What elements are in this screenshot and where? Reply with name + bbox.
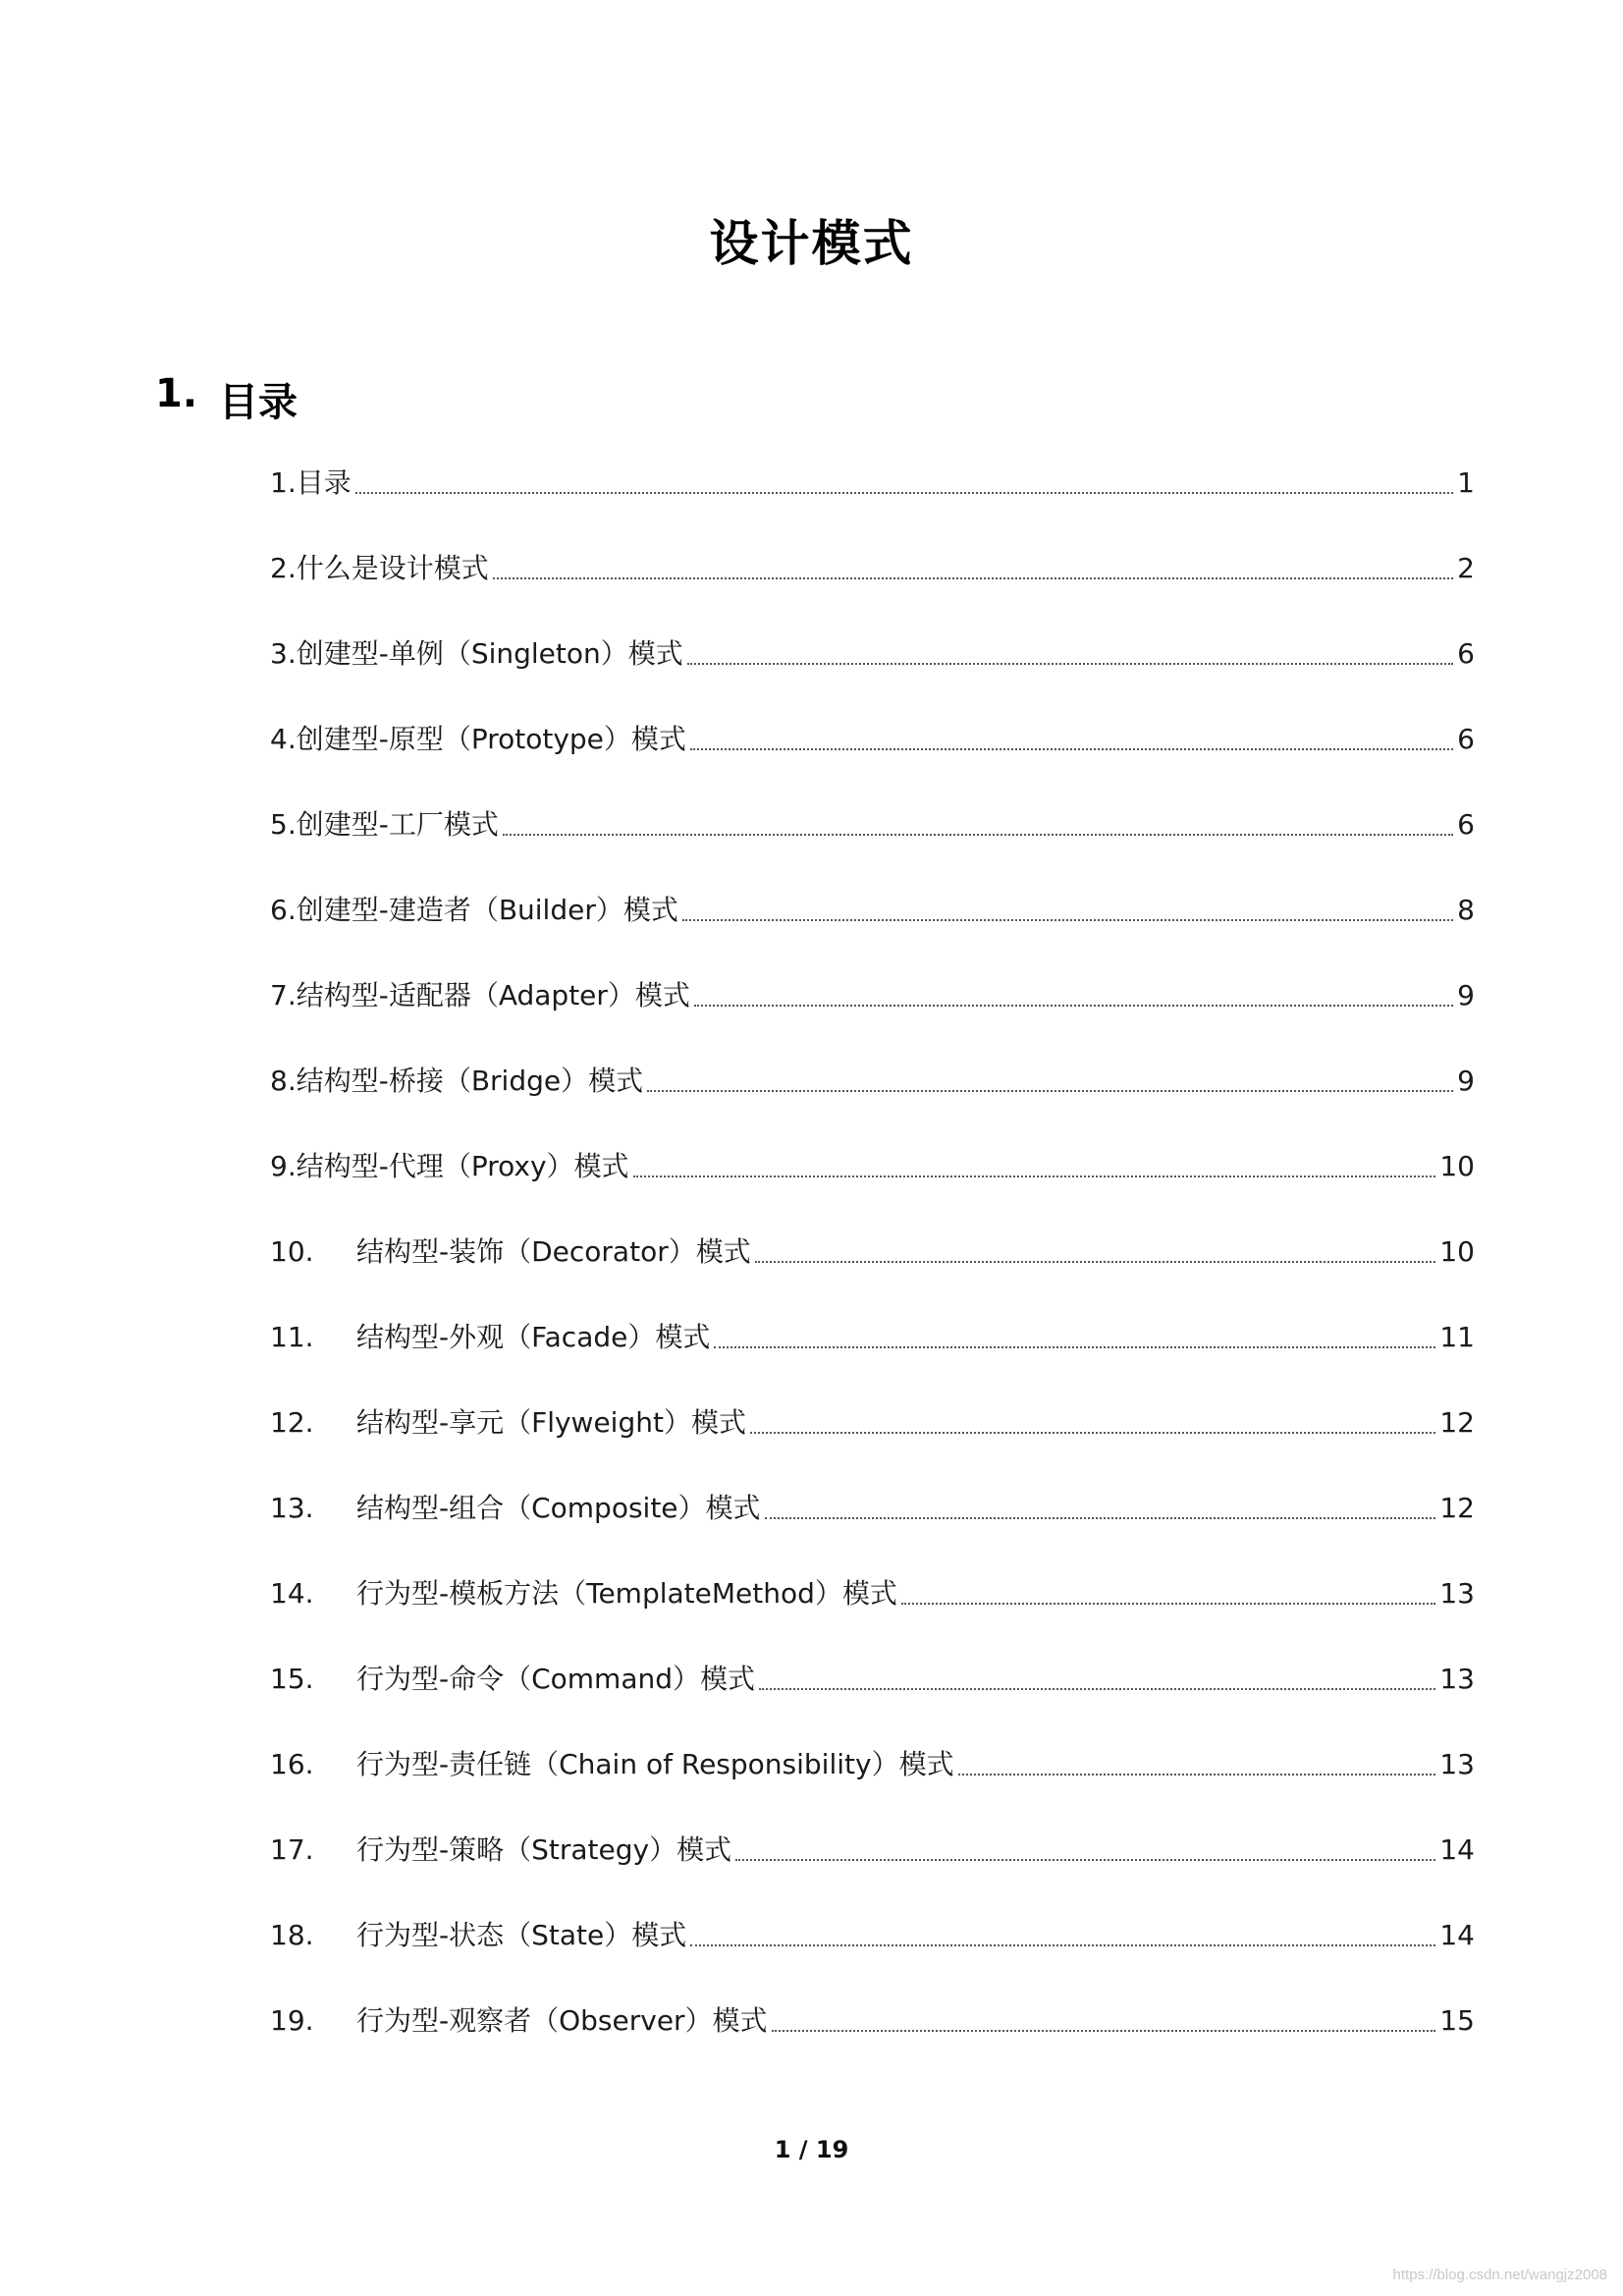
toc-entry-number: 17.: [270, 1833, 314, 1866]
watermark: https://blog.csdn.net/wangjz2008: [1392, 2267, 1607, 2283]
toc-entry-title: 创建型-单例（Singleton）模式: [296, 637, 683, 670]
toc-dot-leader: [755, 1261, 1436, 1263]
toc-dot-leader: [759, 1688, 1435, 1690]
toc-entry-page: 9: [1457, 1065, 1475, 1097]
toc-entry-number: 18.: [270, 1919, 314, 1951]
toc-entry-number: 19.: [270, 2004, 314, 2037]
toc-entry[interactable]: [270, 1658, 1475, 1701]
toc-entry-title: 结构型-适配器（Adapter）模式: [296, 979, 690, 1011]
section-label: 目录: [219, 380, 298, 425]
toc-entry-page: 1: [1457, 466, 1475, 499]
toc-entry-title: 结构型-桥接（Bridge）模式: [296, 1065, 644, 1097]
toc-dot-leader: [690, 748, 1453, 750]
toc-entry[interactable]: [270, 1829, 1475, 1872]
section-heading: [155, 371, 298, 427]
toc-entry-page: 10: [1439, 1150, 1475, 1182]
toc-entry-number: 9.: [270, 1150, 297, 1182]
toc-entry[interactable]: [270, 718, 1475, 761]
toc-entry-number: 10.: [270, 1235, 314, 1268]
toc-entry[interactable]: [270, 1401, 1475, 1445]
toc-dot-leader: [690, 1944, 1435, 1946]
toc-dot-leader: [647, 1090, 1453, 1092]
toc-entry-page: 12: [1439, 1406, 1475, 1439]
toc-dot-leader: [750, 1432, 1435, 1434]
toc-dot-leader: [714, 1346, 1435, 1348]
toc-entry-title: 行为型-命令（Command）模式: [356, 1663, 756, 1695]
toc-entry-number: 7.: [270, 979, 297, 1011]
toc-entry-page: 8: [1457, 894, 1475, 926]
toc-entry-number: 5.: [270, 808, 297, 841]
toc-entry-number: 4.: [270, 723, 297, 755]
toc-entry-number: 8.: [270, 1065, 297, 1097]
toc-entry[interactable]: [270, 1230, 1475, 1274]
toc-entry-page: 13: [1439, 1577, 1475, 1610]
toc-entry[interactable]: [270, 1999, 1475, 2043]
toc-entry-page: 11: [1439, 1321, 1475, 1353]
toc-entry-title: 结构型-装饰（Decorator）模式: [356, 1235, 751, 1268]
toc-entry-page: 2: [1457, 552, 1475, 584]
toc-entry-page: 13: [1439, 1748, 1475, 1780]
toc-entry[interactable]: [270, 889, 1475, 932]
toc-dot-leader: [901, 1603, 1435, 1605]
toc-entry-title: 结构型-享元（Flyweight）模式: [356, 1406, 746, 1439]
toc-entry[interactable]: [270, 1145, 1475, 1188]
toc-entry[interactable]: [270, 1316, 1475, 1359]
toc-entry-number: 14.: [270, 1577, 314, 1610]
toc-entry-page: 9: [1457, 979, 1475, 1011]
toc-entry-title: 创建型-建造者（Builder）模式: [296, 894, 678, 926]
toc-dot-leader: [694, 1005, 1453, 1007]
toc-entry-title: 目录: [296, 466, 352, 499]
toc-dot-leader: [355, 492, 1453, 494]
toc-entry-number: 1.: [270, 466, 297, 499]
toc-dot-leader: [958, 1774, 1436, 1776]
toc-entry-title: 结构型-代理（Proxy）模式: [296, 1150, 629, 1182]
toc-dot-leader: [772, 2030, 1436, 2032]
toc-dot-leader: [493, 577, 1453, 579]
toc-entry[interactable]: [270, 1914, 1475, 1957]
toc-dot-leader: [765, 1517, 1436, 1519]
toc-entry-page: 14: [1439, 1919, 1475, 1951]
toc-entry-number: 12.: [270, 1406, 314, 1439]
toc-dot-leader: [735, 1859, 1435, 1861]
toc-entry-title: 什么是设计模式: [296, 552, 489, 584]
toc-entry-title: 行为型-状态（State）模式: [356, 1919, 687, 1951]
toc-entry-number: 3.: [270, 637, 297, 670]
toc-entry-page: 6: [1457, 637, 1475, 670]
page-indicator: 1 / 19: [774, 2136, 849, 2163]
toc-dot-leader: [503, 834, 1453, 836]
toc-dot-leader: [682, 919, 1453, 921]
toc-entry-page: 12: [1439, 1492, 1475, 1524]
toc-entry-number: 16.: [270, 1748, 314, 1780]
toc-entry[interactable]: [270, 803, 1475, 847]
toc-entry-number: 6.: [270, 894, 297, 926]
toc-entry[interactable]: [270, 1060, 1475, 1103]
toc-entry[interactable]: [270, 1572, 1475, 1615]
section-number: 1.: [155, 371, 198, 416]
toc-entry-number: 13.: [270, 1492, 314, 1524]
toc-entry[interactable]: [270, 547, 1475, 590]
toc-entry[interactable]: [270, 462, 1475, 505]
toc-entry-page: 6: [1457, 808, 1475, 841]
toc-entry[interactable]: [270, 1487, 1475, 1530]
toc-entry[interactable]: [270, 1743, 1475, 1786]
toc-entry-title: 行为型-责任链（Chain of Responsibility）模式: [356, 1748, 954, 1780]
toc-entry-title: 行为型-策略（Strategy）模式: [356, 1833, 732, 1866]
toc-entry-number: 15.: [270, 1663, 314, 1695]
toc-entry-page: 10: [1439, 1235, 1475, 1268]
toc-entry-number: 2.: [270, 552, 297, 584]
toc-entry-title: 结构型-外观（Facade）模式: [356, 1321, 711, 1353]
toc-dot-leader: [633, 1175, 1436, 1177]
toc-entry-title: 创建型-原型（Prototype）模式: [296, 723, 686, 755]
toc-dot-leader: [687, 663, 1453, 665]
toc-entry-page: 13: [1439, 1663, 1475, 1695]
toc-entry[interactable]: [270, 632, 1475, 676]
toc-entry-title: 行为型-观察者（Observer）模式: [356, 2004, 768, 2037]
toc-entry[interactable]: [270, 974, 1475, 1017]
toc-entry-page: 14: [1439, 1833, 1475, 1866]
toc-entry-title: 结构型-组合（Composite）模式: [356, 1492, 761, 1524]
toc-entry-title: 行为型-模板方法（TemplateMethod）模式: [356, 1577, 897, 1610]
toc-entry-page: 15: [1439, 2004, 1475, 2037]
toc-entry-title: 创建型-工厂模式: [296, 808, 499, 841]
toc-entry-page: 6: [1457, 723, 1475, 755]
document-title: 设计模式: [709, 215, 914, 272]
toc-entry-number: 11.: [270, 1321, 314, 1353]
